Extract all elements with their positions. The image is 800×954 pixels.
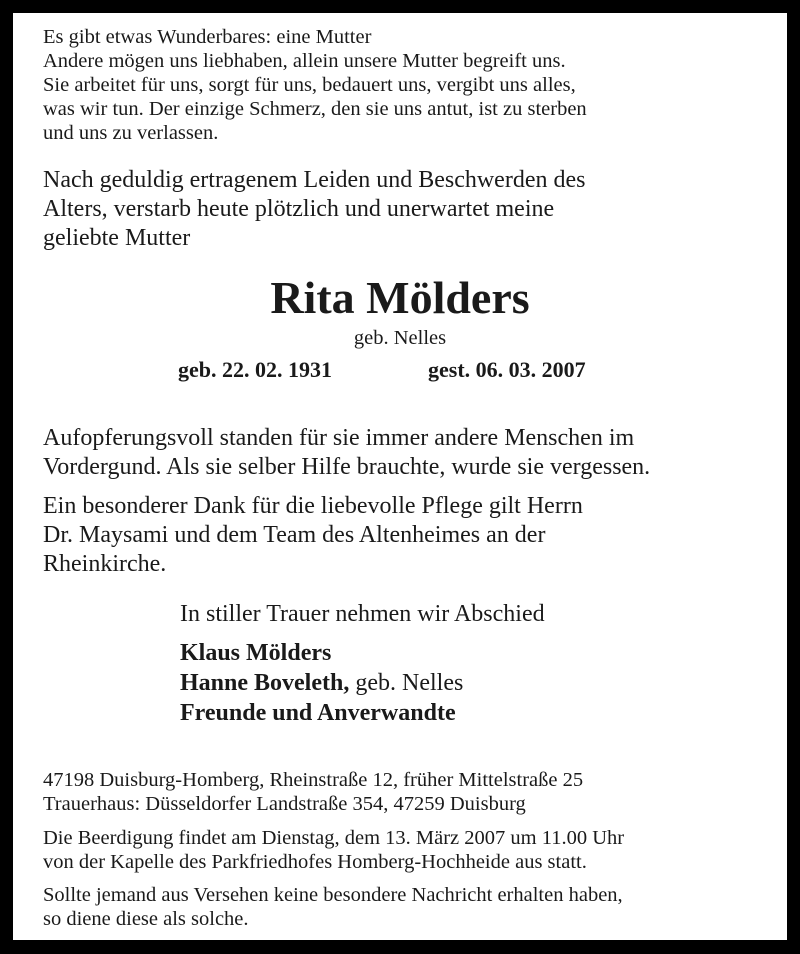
tribute-line: Vordergund. Als sie selber Hilfe brauchte, wurde sie vergessen. [43,454,651,480]
mourner-name: Klaus Mölders [180,640,332,666]
deceased-name: Rita Mölders [270,272,530,323]
death-date: gest. 06. 03. 2007 [428,357,586,382]
funeral-line: von der Kapelle des Parkfriedhofes Homberg-Hochheide aus statt. [43,851,587,873]
mourner-name: Freunde und Anverwandte [180,700,456,726]
tribute-line: Aufopferungsvoll standen für sie immer andere Menschen im [43,425,635,451]
poem-line: Es gibt etwas Wunderbares: eine Mutter [43,26,372,48]
thanks-line: Rheinkirche. [43,551,167,577]
mourner-name: Hanne Boveleth, [180,670,350,696]
address-line: 47198 Duisburg-Homberg, Rheinstraße 12, früher Mittelstraße 25 [43,769,584,791]
notice-line: Sollte jemand aus Versehen keine besondere Nachricht erhalten haben, [43,884,623,906]
intro-line: Nach geduldig ertragenem Leiden und Beschwerden des [43,167,586,193]
address-line: Trauerhaus: Düsseldorfer Landstraße 354, 47259 Duisburg [43,793,526,815]
mourner [180,641,331,665]
mourner [180,671,463,695]
mourner [180,701,456,725]
funeral-line: Die Beerdigung findet am Dienstag, dem 13. März 2007 um 11.00 Uhr [43,827,625,849]
poem-line: Andere mögen uns liebhaben, allein unsere Mutter begreift uns. [43,50,566,72]
maiden-name: geb. Nelles [353,327,447,349]
thanks-line: Dr. Maysami und dem Team des Altenheimes an der [43,522,546,548]
obituary-notice [13,13,787,940]
poem-line: Sie arbeitet für uns, sorgt für uns, bedauert uns, vergibt uns alles, [43,74,576,96]
thanks-line: Ein besonderer Dank für die liebevolle Pflege gilt Herrn [43,493,583,519]
intro-line: Alters, verstarb heute plötzlich und unerwartet meine [43,196,555,222]
birth-date: geb. 22. 02. 1931 [178,357,332,382]
mourning-line: In stiller Trauer nehmen wir Abschied [180,601,545,627]
intro-line: geliebte Mutter [43,225,191,251]
poem-line: was wir tun. Der einzige Schmerz, den sie uns antut, ist zu sterben [43,98,587,120]
poem-line: und uns zu verlassen. [43,122,219,144]
notice-line: so diene diese als solche. [43,908,249,930]
mourner-suffix: geb. Nelles [349,670,464,696]
